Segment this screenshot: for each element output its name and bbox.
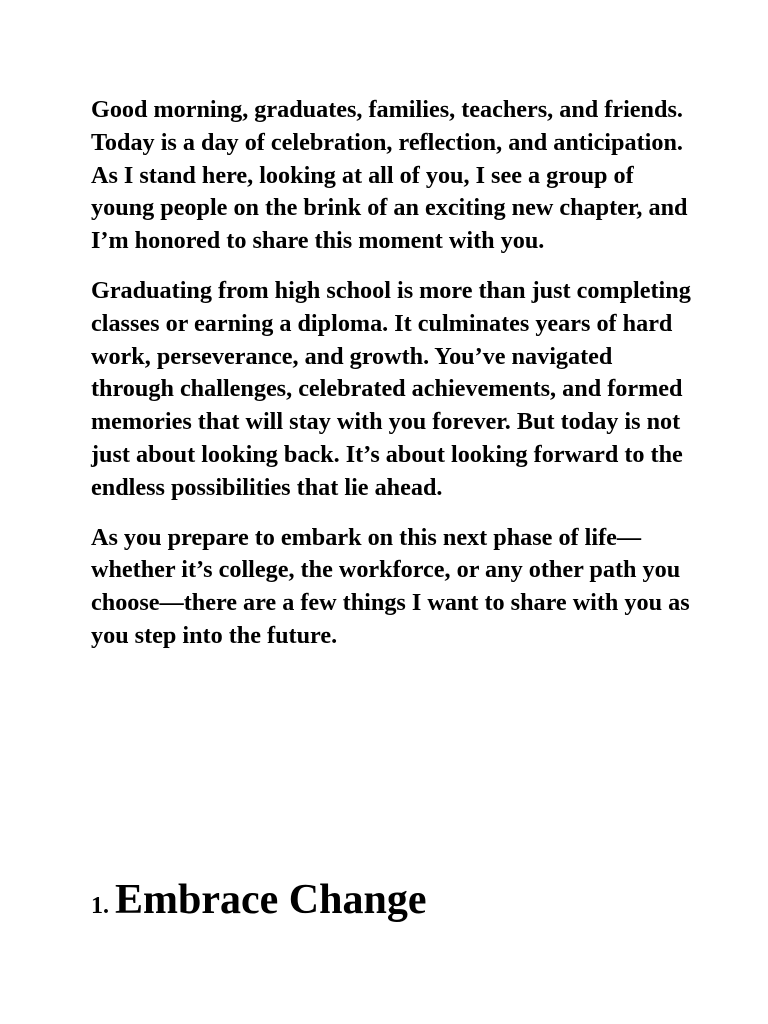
paragraph-next-phase: As you prepare to embark on this next phase of life—whether it’s college, the workforce, or any other path you choose—there are a few things I want to share with you as you step into the future. xyxy=(91,523,690,649)
paragraph-greeting: Good morning, graduates, families, teachers, and friends. Today is a day of celebration, reflection, and anticipation. As I stand here, looking at all of you, I see a group of young people on the brink of an exciting new chapter, and I’m honored to share this moment with you. xyxy=(91,96,688,255)
section-number: 1. xyxy=(91,893,109,919)
section-heading xyxy=(91,872,426,934)
document-body xyxy=(91,94,691,670)
paragraph-graduating: Graduating from high school is more than just completing classes or earning a diploma. It culminates years of hard work, perseverance, and growth. You’ve navigated through challenges, celebrated achievements, and formed memories that will stay with you forever. But today is not just about looking back. It’s about looking forward to the endless possibilities that lie ahead. xyxy=(91,276,691,501)
section-title: Embrace Change xyxy=(115,877,427,923)
